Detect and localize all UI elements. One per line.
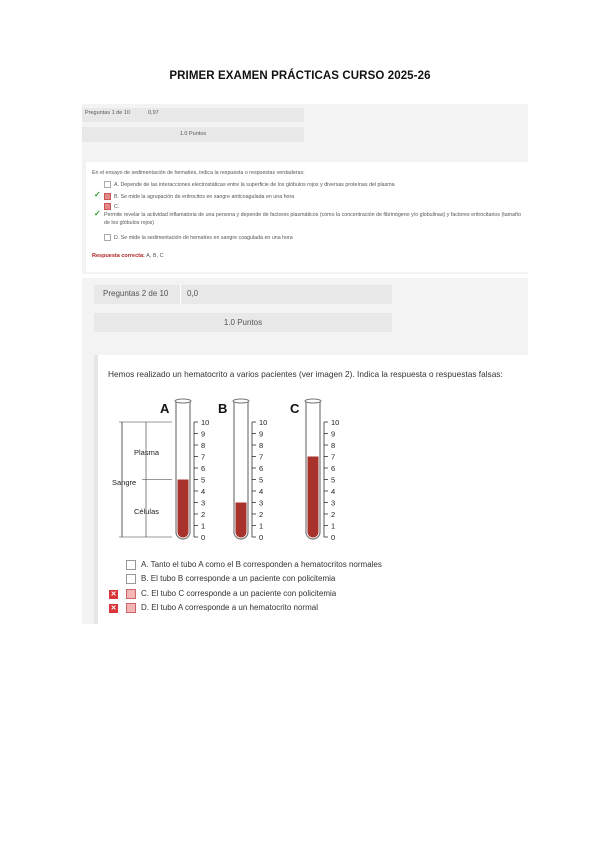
scale-tick-label: 7: [259, 452, 264, 462]
document-title: PRIMER EXAMEN PRÁCTICAS CURSO 2025-26: [169, 70, 431, 82]
tube-rim: [175, 399, 191, 403]
red-cells-fill: [308, 457, 319, 538]
red-cells-fill: [236, 503, 247, 538]
question-1-points: 1.0 Puntos: [82, 127, 304, 142]
checkbox[interactable]: [126, 603, 136, 613]
scale-tick-label: 3: [201, 498, 206, 508]
scale-tick-label: 7: [331, 452, 336, 462]
red-cells-fill: [178, 480, 189, 538]
question-1-prompt: En el ensayo de sedimentación de hematíes, indica la respuesta o respuestas verdaderas:: [92, 170, 305, 176]
scale-tick-label: 0: [259, 533, 264, 542]
question-1-number: Preguntas 1 de 10: [85, 110, 130, 116]
scale-tick-label: 9: [201, 429, 206, 439]
scale-tick-label: 9: [331, 429, 336, 439]
scale-tick-label: 1: [201, 521, 206, 531]
scale-tick-label: 6: [259, 464, 264, 473]
q2-option-a[interactable]: [126, 560, 382, 570]
option-text: A. Tanto el tubo A como el B corresponden a hematocritos normales: [141, 560, 382, 570]
scale-tick-label: 6: [331, 464, 336, 473]
scale-tick-label: 0: [331, 533, 336, 542]
divider: [180, 285, 181, 304]
tube-rim: [305, 399, 321, 403]
question-2-card-bar: [94, 355, 98, 624]
scale-tick-label: 10: [259, 418, 268, 427]
tube-label: C: [290, 401, 300, 416]
tube-label: A: [160, 401, 170, 416]
tube-label: B: [218, 401, 228, 416]
q2-option-b[interactable]: [126, 574, 335, 584]
scale-tick-label: 2: [201, 510, 206, 519]
q1-option-c[interactable]: [104, 203, 119, 210]
question-1-answer: Respuesta correcta: A, B, C: [92, 253, 164, 259]
question-2-points: 1.0 Puntos: [94, 313, 392, 332]
scale-tick-label: 10: [201, 418, 210, 427]
q1-option-a[interactable]: [104, 181, 395, 188]
checkbox[interactable]: [104, 181, 111, 188]
scale-tick-label: 7: [201, 452, 206, 462]
checkbox[interactable]: [104, 203, 111, 210]
checkbox[interactable]: [104, 234, 111, 241]
checkbox[interactable]: [104, 193, 111, 200]
option-text: B. Se mide la agrupación de eritrocitos en sangre anticoagulada en una hora: [114, 193, 295, 200]
checkbox[interactable]: [126, 589, 136, 599]
scale-tick-label: 1: [259, 521, 264, 531]
scale-tick-label: 3: [259, 498, 264, 508]
cells-label: Células: [134, 507, 160, 516]
checkbox[interactable]: [126, 574, 136, 584]
q2-option-d[interactable]: [126, 603, 318, 613]
option-text: C. El tubo C corresponde a un paciente con policitemia: [141, 589, 337, 599]
check-icon: ✓: [94, 209, 101, 218]
question-1-score: 0,97: [148, 110, 159, 116]
incorrect-icon: ✕: [110, 605, 117, 612]
option-text: D. Se mide la sedimentación de hematíes en sangre coagulada en una hora: [114, 234, 293, 241]
scale-tick-label: 8: [201, 441, 206, 450]
scale-tick-label: 2: [331, 510, 336, 519]
question-2-number: Preguntas 2 de 10: [103, 289, 169, 298]
scale-tick-label: 4: [331, 487, 336, 496]
option-text: D. El tubo A corresponde a un hematocrito normal: [141, 603, 318, 613]
scale-tick-label: 5: [259, 475, 264, 485]
check-icon: ✓: [94, 190, 101, 199]
scale-tick-label: 3: [331, 498, 336, 508]
checkbox[interactable]: [126, 560, 136, 570]
question-2-score: 0,0: [187, 289, 199, 298]
q1-option-b[interactable]: [104, 193, 294, 200]
tube-rim: [233, 399, 249, 403]
scale-tick-label: 6: [201, 464, 206, 473]
blood-label: Sangre: [112, 478, 137, 487]
option-text: B. El tubo B corresponde a un paciente con policitemia: [141, 574, 336, 584]
scale-tick-label: 5: [201, 475, 206, 485]
scale-tick-label: 2: [259, 510, 264, 519]
q1-option-d[interactable]: [104, 234, 293, 241]
question-2-prompt: Hemos realizado un hematocrito a varios pacientes (ver imagen 2). Indica la respuesta o respuestas falsas:: [108, 369, 503, 379]
plasma-label: Plasma: [134, 448, 160, 457]
scale-tick-label: 10: [331, 418, 340, 427]
q2-option-c[interactable]: [126, 589, 336, 599]
scale-tick-label: 4: [259, 487, 264, 496]
scale-tick-label: 1: [331, 521, 336, 531]
scale-tick-label: 9: [259, 429, 264, 439]
incorrect-icon: ✕: [110, 591, 117, 598]
option-text: C.: [114, 203, 120, 210]
scale-tick-label: 8: [331, 441, 336, 450]
scale-tick-label: 5: [331, 475, 336, 485]
scale-tick-label: 4: [201, 487, 206, 496]
hematocrit-figure: [108, 391, 358, 549]
scale-tick-label: 8: [259, 441, 264, 450]
option-text: A. Depende de las interacciones electrostáticas entre la superficie de los glóbulos rojos y diversas proteínas del plasma: [114, 181, 395, 188]
q1-option-c-text: Permite revelar la actividad inflamatoria de una persona y depende de factores plasmáticos (como la concentración de fibrinógeno y/o globulinas) y factores eritrocitarios (tamaño de los glóbulos rojos): [104, 212, 521, 226]
scale-tick-label: 0: [201, 533, 206, 542]
